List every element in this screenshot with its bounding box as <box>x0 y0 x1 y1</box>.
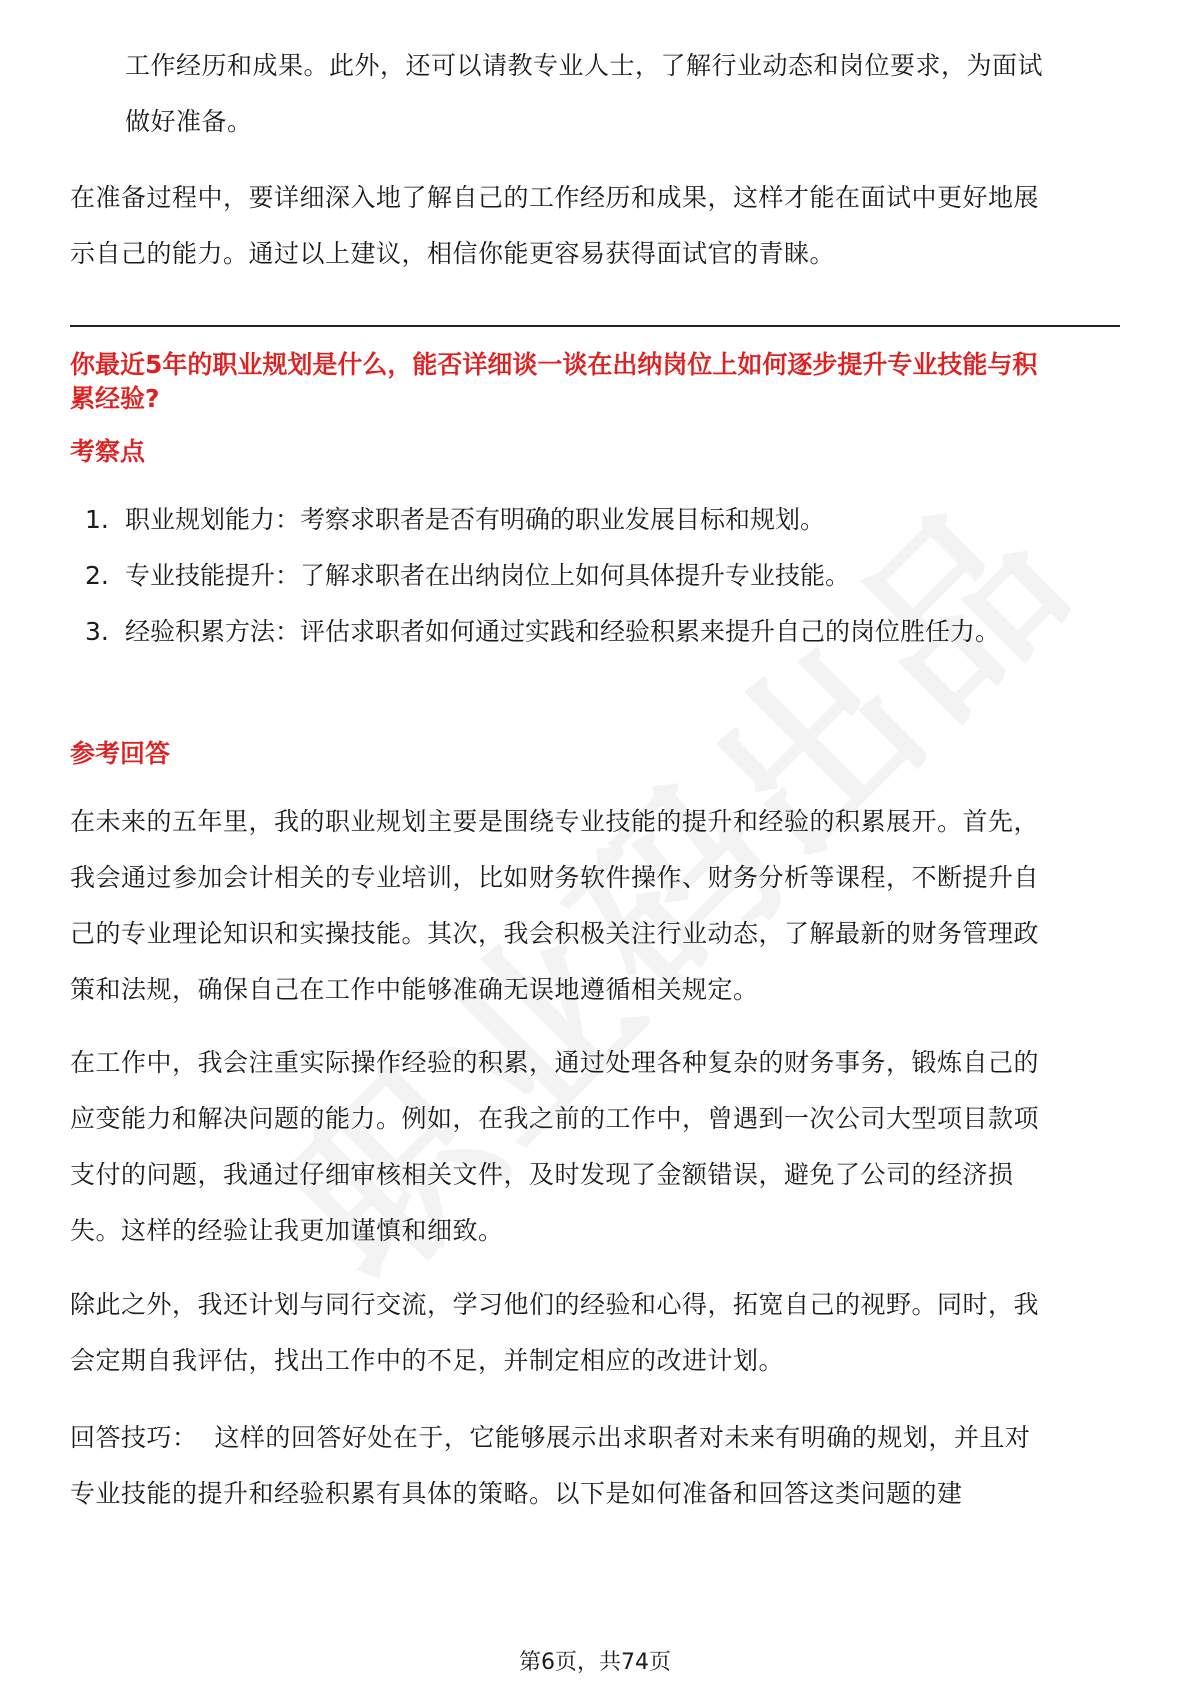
intro-paragraph-1: 工作经历和成果。此外，还可以请教专业人士，了解行业动态和岗位要求，为面试做好准备。 <box>125 51 1044 136</box>
focus-section <box>70 432 1120 468</box>
page-number: 第6页，共74页 <box>519 1650 671 1675</box>
answer-tips: 回答技巧： 这样的回答好处在于，它能够展示出求职者对未来有明确的规划，并且对专业技能的提升和经验积累有具体的策略。以下是如何准备和回答这类问题的建 <box>70 1423 1031 1508</box>
intro-paragraph-2: 在准备过程中，要详细深入地了解自己的工作经历和成果，这样才能在面试中更好地展示自己的能力。通过以上建议，相信你能更容易获得面试官的青睐。 <box>70 183 1040 268</box>
list-item: 2. 专业技能提升：了解求职者在出纳岗位上如何具体提升专业技能。 <box>85 561 851 590</box>
document-page <box>70 0 1120 1684</box>
answer-paragraph-1: 在未来的五年里，我的职业规划主要是围绕专业技能的提升和经验的积累展开。首先，我会通过参加会计相关的专业培训，比如财务软件操作、财务分析等课程，不断提升自己的专业理论知识和实操技能。其次，我会积极关注行业动态，了解最新的财务管理政策和法规，确保自己在工作中能够准确无误地遵循相关规定。 <box>70 807 1040 1004</box>
answer-paragraph-2: 在工作中，我会注重实际操作经验的积累，通过处理各种复杂的财务事务，锻炼自己的应变能力和解决问题的能力。例如，在我之前的工作中，曾遇到一次公司大型项目款项支付的问题，我通过仔细审核相关文件，及时发现了金额错误，避免了公司的经济损失。这样的经验让我更加谨慎和细致。 <box>70 1048 1040 1245</box>
list-item: 3. 经验积累方法：评估求职者如何通过实践和经验积累来提升自己的岗位胜任力。 <box>85 617 1001 646</box>
answer-heading: 参考回答 <box>70 739 171 768</box>
question-title: 你最近5年的职业规划是什么，能否详细谈一谈在出纳岗位上如何逐步提升专业技能与积累经验? <box>70 350 1038 413</box>
answer-section <box>70 734 1120 770</box>
answer-paragraph-3: 除此之外，我还计划与同行交流，学习他们的经验和心得，拓宽自己的视野。同时，我会定期自我评估，找出工作中的不足，并制定相应的改进计划。 <box>70 1290 1040 1375</box>
section-divider <box>70 325 1120 327</box>
focus-heading: 考察点 <box>70 437 146 466</box>
list-item: 1. 职业规划能力：考察求职者是否有明确的职业发展目标和规划。 <box>85 505 826 534</box>
focus-list <box>70 492 1120 660</box>
question-block <box>70 348 1120 416</box>
